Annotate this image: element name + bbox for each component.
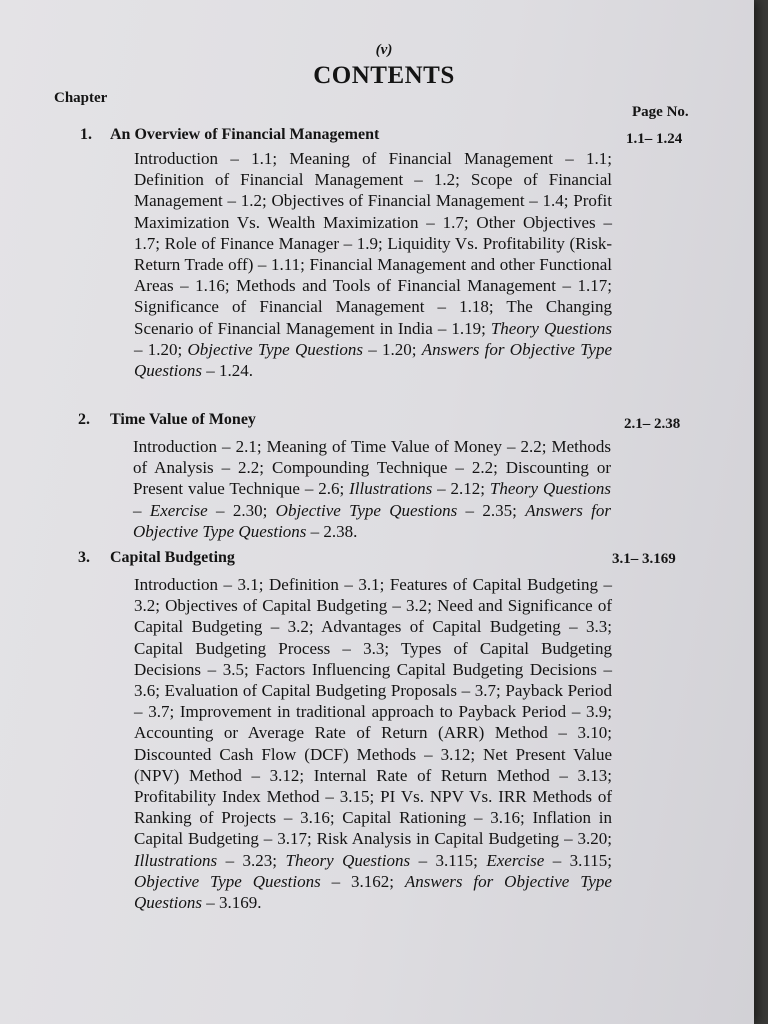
chapter-1-title: An Overview of Financial Management xyxy=(110,126,380,143)
chapter-3-desc-mid-4: – 3.162; xyxy=(320,871,405,891)
chapter-1-desc-italic-1: Theory Questions xyxy=(490,318,612,338)
chapter-3-description xyxy=(134,574,612,913)
chapter-1-desc-mid-2: – 1.20; xyxy=(363,339,422,359)
page-no-column-label: Page No. xyxy=(632,104,689,120)
page-number: (v) xyxy=(375,42,393,58)
chapter-1-desc-italic-2: Objective Type Questions xyxy=(187,339,363,359)
chapter-3-title: Capital Budgeting xyxy=(110,549,235,566)
chapter-2-title: Time Value of Money xyxy=(110,411,256,428)
chapter-2-desc-text: Introduction – 2.1; Meaning of Time Value of Money – 2.2; Methods of Analysis – 2.2; Compounding Technique – 2.2; Discounting or Present value Technique – 2.6; xyxy=(133,437,611,499)
page-title: CONTENTS xyxy=(313,62,455,89)
chapter-3-desc-mid-2: – 3.115; xyxy=(410,850,487,870)
chapter-2-desc-end: – 2.38. xyxy=(306,521,358,541)
chapter-3-desc-italic-5: Answers for Objective Type Questions xyxy=(134,871,612,913)
chapter-3-desc-mid-3: – 3.115; xyxy=(544,850,612,870)
chapter-1-desc-italic-3: Answers for Objective Type Questions xyxy=(134,339,612,381)
chapter-1-description xyxy=(134,148,612,381)
chapter-2-desc-mid-1: – 2.12; xyxy=(432,479,490,499)
chapter-3-desc-italic-3: Exercise xyxy=(486,850,545,870)
chapter-1-number: 1. xyxy=(80,126,92,143)
chapter-3-desc-mid-1: – 3.23; xyxy=(217,850,286,870)
chapter-1-desc-end: – 1.24. xyxy=(202,361,253,381)
chapter-2-desc-mid-2: – 2.30; xyxy=(207,500,276,520)
chapter-3-desc-text: Introduction – 3.1; Definition – 3.1; Features of Capital Budgeting – 3.2; Objectives of Capital Budgeting – 3.2; Need and Significance of Capital Budgeting – 3.2; Advantages of Capital Budgeting – 3.3; Capital Budgeting Process – 3.3; Types of Capital Budgeting Decisions – 3.5; Factors Influencing Capital Budgeting Decisions – 3.6; Evaluation of Capital Budgeting Proposals – 3.7; Payback Period – 3.7; Improvement in traditional approach to Payback Period – 3.9; Accounting or Average Rate of Return (ARR) Method – 3.10; Discounted Cash Flow (DCF) Methods – 3.12; Net Present Value (NPV) Method – 3.12; Internal Rate of Return Method – 3.13; Profitability Index Method – 3.15; PI Vs. NPV Vs. IRR Methods of Ranking of Projects – 3.16; Capital Rationing – 3.16; Inflation in Capital Budgeting – 3.17; Risk Analysis in Capital Budgeting – 3.20; xyxy=(134,575,612,849)
chapter-column-label: Chapter xyxy=(54,90,108,106)
chapter-3-number: 3. xyxy=(78,549,90,566)
chapter-2-desc-italic-2: Theory Questions – Exercise xyxy=(133,479,611,520)
chapter-2-number: 2. xyxy=(78,411,90,428)
chapter-2-desc-italic-3: Objective Type Questions xyxy=(275,500,458,520)
chapter-3-pages: 3.1– 3.169 xyxy=(612,551,676,567)
chapter-2-desc-italic-4: Answers for Objective Type Questions xyxy=(133,500,611,541)
chapter-2-desc-italic-1: Illustrations xyxy=(349,479,433,499)
chapter-1-pages: 1.1– 1.24 xyxy=(626,131,683,147)
chapter-2-pages: 2.1– 2.38 xyxy=(624,416,681,432)
chapter-3-desc-italic-1: Illustrations xyxy=(134,850,218,870)
chapter-1-desc-text: Introduction – 1.1; Meaning of Financial Management – 1.1; Definition of Financial Management – 1.2; Scope of Financial Management – 1.2; Objectives of Financial Management – 1.4; Profit Maximization Vs. Wealth Maximization – 1.7; Other Objectives – 1.7; Role of Finance Manager – 1.9; Liquidity Vs. Profitability (Risk-Return Trade off) – 1.11; Financial Management and other Functional Areas – 1.16; Methods and Tools of Financial Management – 1.17; Significance of Financial Management – 1.18; The Changing Scenario of Financial Management in India – 1.19; xyxy=(134,149,612,338)
chapter-2-description xyxy=(133,436,611,542)
chapter-3-desc-italic-2: Theory Questions xyxy=(285,850,411,870)
chapter-2-desc-mid-3: – 2.35; xyxy=(457,500,526,520)
chapter-3-desc-italic-4: Objective Type Questions xyxy=(134,871,321,891)
chapter-1-desc-mid-1: – 1.20; xyxy=(134,339,188,359)
chapter-3-desc-end: – 3.169. xyxy=(202,893,262,913)
